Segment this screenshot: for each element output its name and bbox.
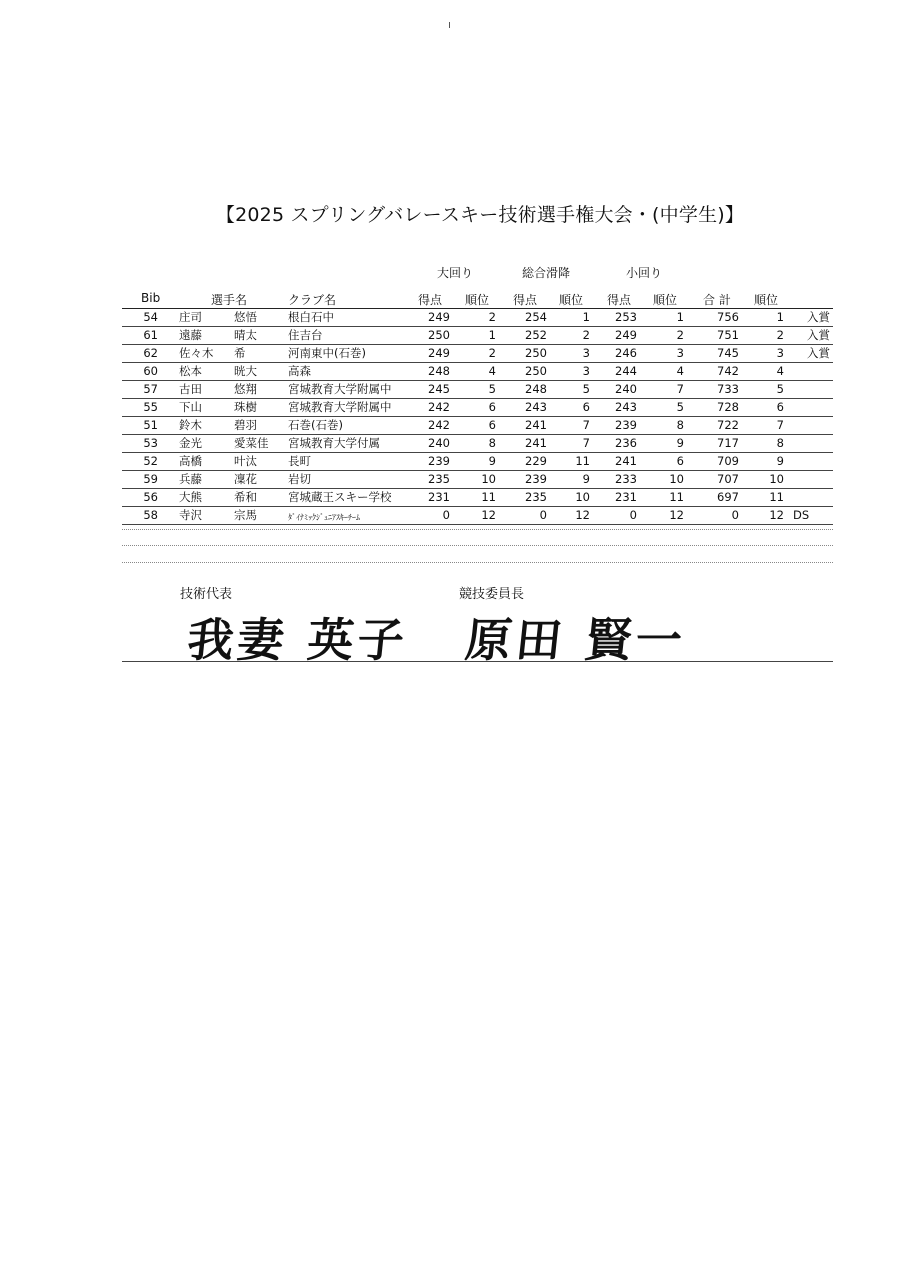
cell-bib: 61 [143,328,158,342]
cell-score-1: 249 [428,346,450,360]
header-score-3: 得点 [607,293,632,307]
cell-score-2: 241 [525,418,547,432]
cell-club: ﾀﾞｲﾅﾐｯｸｼﾞｭﾆｱｽｷｰﾁｰﾑ [288,513,360,522]
cell-rank-2: 7 [582,436,590,450]
cell-total: 728 [717,400,739,414]
header-rank-2: 順位 [559,293,584,307]
cell-rank-1: 6 [488,418,496,432]
cell-last-name: 鈴木 [179,418,202,432]
cell-score-1: 242 [428,400,450,414]
technical-delegate-name: 我妻 英子 [184,613,411,667]
cell-rank-2: 3 [582,346,590,360]
blank-row-line [122,529,833,530]
cell-first-name: 珠樹 [234,400,257,414]
competition-chair-name: 原田 賢一 [462,613,689,667]
cell-score-2: 241 [525,436,547,450]
header-name: 選手名 [211,293,248,307]
table-row [122,326,833,344]
cell-bib: 58 [143,508,158,522]
page-title: 【2025 スプリングバレースキー技術選手権大会・(中学生)】 [215,204,745,226]
cell-score-3: 236 [615,436,637,450]
cell-last-name: 寺沢 [179,508,202,522]
cell-last-name: 下山 [179,400,202,414]
cell-first-name: 叶汰 [234,454,257,468]
cell-score-3: 233 [615,472,637,486]
cell-score-3: 253 [615,310,637,324]
cell-score-2: 252 [525,328,547,342]
cell-rank-2: 12 [575,508,590,522]
cell-total: 697 [717,490,739,504]
cell-score-2: 248 [525,382,547,396]
cell-total: 742 [717,364,739,378]
cell-score-3: 243 [615,400,637,414]
cell-rank-3: 10 [669,472,684,486]
event-group-short-turns: 小回り [626,266,663,280]
cell-score-2: 0 [539,508,547,522]
cell-score-1: 235 [428,472,450,486]
cell-rank-total: 3 [776,346,784,360]
cell-rank-total: 6 [776,400,784,414]
cell-rank-3: 6 [676,454,684,468]
cell-total: 707 [717,472,739,486]
cell-total: 733 [717,382,739,396]
cell-first-name: 希和 [234,490,257,504]
cell-rank-1: 2 [488,310,496,324]
cell-score-1: 231 [428,490,450,504]
cell-total: 756 [717,310,739,324]
cell-bib: 59 [143,472,158,486]
cell-score-2: 250 [525,346,547,360]
cell-rank-2: 3 [582,364,590,378]
cell-club: 宮城教育大学付属 [288,436,380,450]
cell-rank-total: 7 [776,418,784,432]
cell-bib: 60 [143,364,158,378]
cell-club: 河南東中(石巻) [288,346,366,360]
header-rank-total: 順位 [754,293,779,307]
cell-score-3: 239 [615,418,637,432]
header-club: クラブ名 [288,293,337,307]
cell-first-name: 希 [234,346,246,360]
header-score-2: 得点 [513,293,538,307]
cell-club: 宮城蔵王スキー学校 [288,490,392,504]
cell-last-name: 兵藤 [179,472,202,486]
cell-first-name: 悠悟 [234,310,257,324]
cell-rank-total: 10 [769,472,784,486]
cell-score-2: 229 [525,454,547,468]
cell-rank-1: 6 [488,400,496,414]
blank-row-line [122,562,833,563]
cell-first-name: 宗馬 [234,508,257,522]
cell-score-3: 246 [615,346,637,360]
cell-total: 0 [731,508,739,522]
cell-rank-1: 4 [488,364,496,378]
cell-club: 石巻(石巻) [288,418,343,432]
cell-club: 宮城教育大学附属中 [288,400,392,414]
cell-bib: 53 [143,436,158,450]
cell-bib: 55 [143,400,158,414]
table-row [122,362,833,380]
cell-total: 751 [717,328,739,342]
table-row [122,434,833,452]
cell-score-1: 250 [428,328,450,342]
cell-first-name: 凜花 [234,472,257,486]
cell-rank-total: 4 [776,364,784,378]
blank-row-line [122,545,833,546]
cell-rank-total: 2 [776,328,784,342]
cell-first-name: 晄大 [234,364,257,378]
cell-rank-2: 9 [582,472,590,486]
cell-last-name: 金光 [179,436,202,450]
cell-rank-3: 2 [676,328,684,342]
cell-score-1: 242 [428,418,450,432]
cell-total: 717 [717,436,739,450]
cell-rank-1: 9 [488,454,496,468]
cell-score-1: 0 [442,508,450,522]
cell-club: 宮城教育大学附属中 [288,382,392,396]
cell-first-name: 悠翔 [234,382,257,396]
cell-score-2: 243 [525,400,547,414]
cell-score-1: 248 [428,364,450,378]
cell-rank-3: 9 [676,436,684,450]
cell-rank-1: 11 [481,490,496,504]
header-rank-3: 順位 [653,293,678,307]
cell-note: 入賞 [807,310,830,324]
page-top-mark [449,22,450,28]
header-total: 合 計 [703,293,731,307]
cell-rank-2: 11 [575,454,590,468]
cell-rank-3: 5 [676,400,684,414]
cell-last-name: 佐々木 [179,346,214,360]
cell-first-name: 愛菜佳 [234,436,269,450]
cell-rank-2: 7 [582,418,590,432]
cell-score-3: 241 [615,454,637,468]
cell-rank-total: 1 [776,310,784,324]
cell-rank-3: 7 [676,382,684,396]
cell-bib: 51 [143,418,158,432]
event-group-free-skiing: 総合滑降 [522,266,571,280]
cell-rank-3: 11 [669,490,684,504]
cell-rank-total: 11 [769,490,784,504]
table-row [122,470,833,488]
cell-last-name: 遠藤 [179,328,202,342]
cell-rank-1: 10 [481,472,496,486]
table-row [122,452,833,470]
cell-score-3: 231 [615,490,637,504]
cell-rank-3: 3 [676,346,684,360]
technical-delegate-label: 技術代表 [180,587,233,602]
table-row [122,488,833,506]
header-bib: Bib [141,291,161,305]
cell-score-3: 249 [615,328,637,342]
event-group-giant-slalom: 大回り [437,266,474,280]
cell-last-name: 大熊 [179,490,202,504]
table-row [122,308,833,326]
cell-bib: 62 [143,346,158,360]
cell-rank-2: 6 [582,400,590,414]
cell-rank-2: 2 [582,328,590,342]
cell-score-1: 245 [428,382,450,396]
cell-last-name: 高橋 [179,454,202,468]
table-bottom-rule [122,524,833,525]
cell-last-name: 松本 [179,364,202,378]
cell-score-1: 240 [428,436,450,450]
competition-chair-label: 競技委員長 [459,587,525,602]
cell-score-2: 250 [525,364,547,378]
cell-club: 岩切 [288,472,311,486]
cell-score-3: 0 [629,508,637,522]
cell-bib: 56 [143,490,158,504]
header-score-1: 得点 [418,293,443,307]
cell-bib: 52 [143,454,158,468]
cell-first-name: 晴太 [234,328,257,342]
cell-bib: 54 [143,310,158,324]
cell-score-2: 239 [525,472,547,486]
cell-club: 根白石中 [288,310,334,324]
cell-rank-total: 8 [776,436,784,450]
cell-last-name: 庄司 [179,310,202,324]
table-row [122,380,833,398]
cell-rank-2: 10 [575,490,590,504]
cell-score-2: 235 [525,490,547,504]
cell-note: DS [793,508,810,522]
cell-club: 高森 [288,364,311,378]
cell-last-name: 古田 [179,382,202,396]
cell-rank-1: 2 [488,346,496,360]
table-row [122,398,833,416]
results-table [122,308,833,525]
cell-rank-2: 1 [582,310,590,324]
cell-club: 長町 [288,454,311,468]
cell-rank-3: 8 [676,418,684,432]
cell-rank-1: 5 [488,382,496,396]
cell-rank-1: 8 [488,436,496,450]
cell-rank-1: 12 [481,508,496,522]
table-row [122,416,833,434]
cell-score-3: 244 [615,364,637,378]
cell-total: 722 [717,418,739,432]
cell-note: 入賞 [807,346,830,360]
cell-score-3: 240 [615,382,637,396]
cell-bib: 57 [143,382,158,396]
cell-rank-total: 12 [769,508,784,522]
cell-rank-3: 1 [676,310,684,324]
cell-total: 745 [717,346,739,360]
cell-rank-3: 12 [669,508,684,522]
cell-first-name: 碧羽 [234,418,257,432]
cell-score-1: 239 [428,454,450,468]
cell-rank-total: 9 [776,454,784,468]
signature-underline [122,661,833,662]
cell-rank-3: 4 [676,364,684,378]
cell-rank-2: 5 [582,382,590,396]
cell-score-1: 249 [428,310,450,324]
table-row [122,344,833,362]
cell-club: 住吉台 [288,328,323,342]
header-rank-1: 順位 [465,293,490,307]
cell-total: 709 [717,454,739,468]
cell-note: 入賞 [807,328,830,342]
cell-score-2: 254 [525,310,547,324]
cell-rank-1: 1 [488,328,496,342]
cell-rank-total: 5 [776,382,784,396]
table-row [122,506,833,524]
